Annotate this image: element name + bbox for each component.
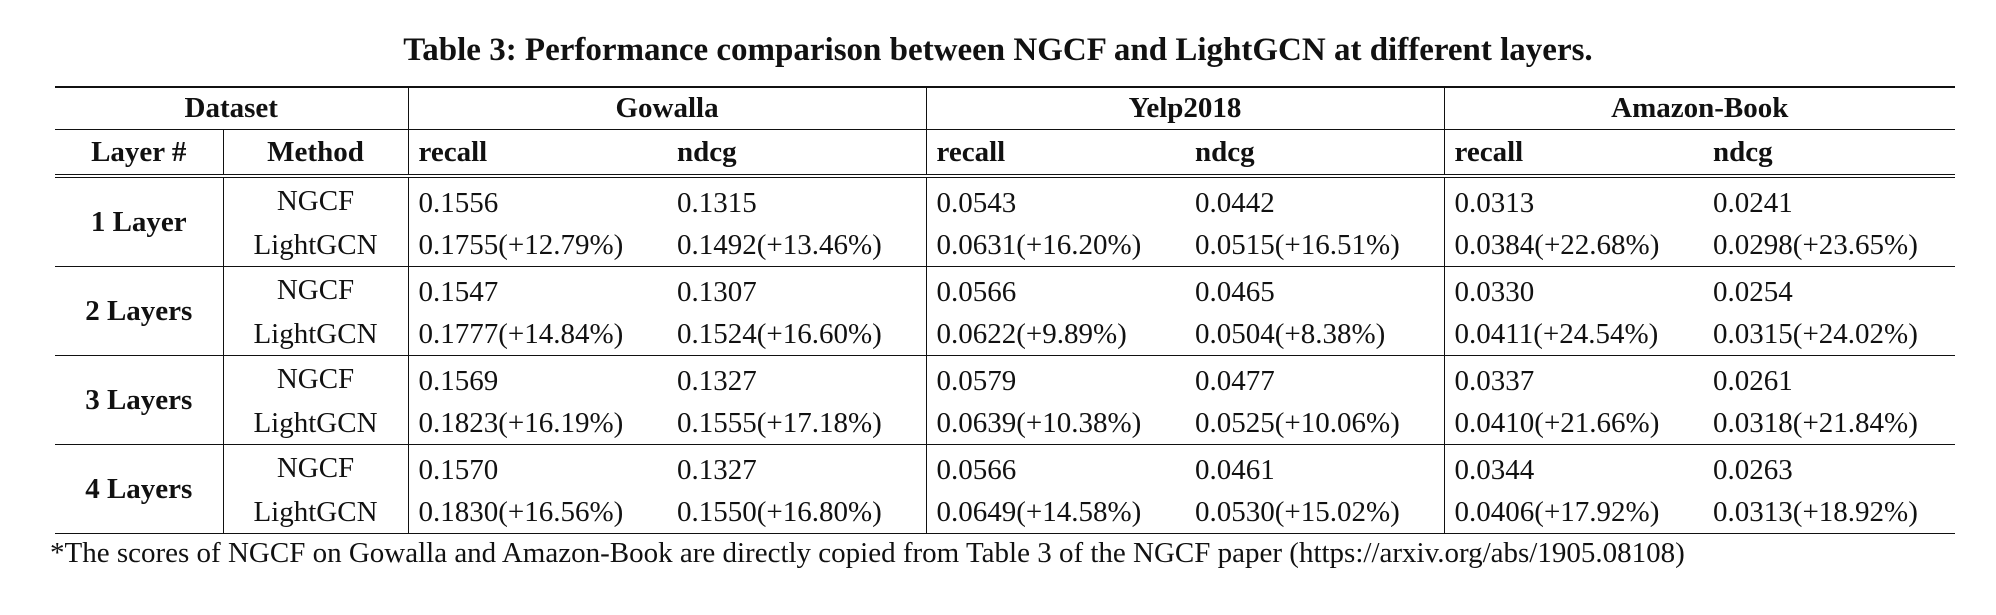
value-cell: 0.1556 xyxy=(418,186,499,219)
metric-header: ndcg xyxy=(1703,130,1955,177)
value-cell: 0.0461 xyxy=(1185,445,1444,492)
metric-header: ndcg xyxy=(1185,130,1444,177)
value-cell: 0.0504(+8.38%) xyxy=(1185,313,1444,356)
value-cell: 0.0477 xyxy=(1185,356,1444,403)
value-cell: 0.0406(+17.92%) xyxy=(1444,491,1703,534)
method-cell: LightGCN xyxy=(223,224,408,267)
value-cell: 0.1327 xyxy=(667,356,926,403)
method-cell: NGCF xyxy=(223,356,408,403)
value-cell: 0.0241 xyxy=(1713,186,1793,219)
table-row xyxy=(55,224,1955,267)
value-cell: 0.0631(+16.20%) xyxy=(926,224,1185,267)
value-cell: 0.1569 xyxy=(418,364,499,397)
table-row xyxy=(55,445,1955,492)
value-cell: 0.0566 xyxy=(936,275,1017,308)
value-cell: 0.0254 xyxy=(1713,275,1793,308)
value-cell: 0.0261 xyxy=(1713,364,1793,397)
layer-header: Layer # xyxy=(55,130,223,177)
value-cell: 0.0543 xyxy=(936,186,1017,219)
table-row xyxy=(55,176,1955,224)
value-cell: 0.0410(+21.66%) xyxy=(1444,402,1703,445)
dataset-header: Dataset xyxy=(55,87,408,130)
value-cell: 0.0263 xyxy=(1713,453,1793,486)
dataset-gowalla: Gowalla xyxy=(408,87,926,130)
method-cell: LightGCN xyxy=(223,491,408,534)
dataset-yelp2018: Yelp2018 xyxy=(926,87,1444,130)
table-row xyxy=(55,491,1955,534)
layer-label: 4 Layers xyxy=(55,445,223,534)
layer-label: 2 Layers xyxy=(55,267,223,356)
method-cell: LightGCN xyxy=(223,402,408,445)
dataset-amazon-book: Amazon-Book xyxy=(1444,87,1955,130)
value-cell: 0.0530(+15.02%) xyxy=(1185,491,1444,534)
value-cell: 0.1777(+14.84%) xyxy=(408,313,667,356)
value-cell: 0.1823(+16.19%) xyxy=(408,402,667,445)
value-cell: 0.0384(+22.68%) xyxy=(1444,224,1703,267)
value-cell: 0.1315 xyxy=(667,176,926,224)
value-cell: 0.0525(+10.06%) xyxy=(1185,402,1444,445)
table-row xyxy=(55,402,1955,445)
method-cell: LightGCN xyxy=(223,313,408,356)
value-cell: 0.1555(+17.18%) xyxy=(667,402,926,445)
value-cell: 0.1570 xyxy=(418,453,499,486)
value-cell: 0.1492(+13.46%) xyxy=(667,224,926,267)
value-cell: 0.0313 xyxy=(1454,186,1535,219)
metric-header: recall xyxy=(926,130,1185,177)
value-cell: 0.0579 xyxy=(936,364,1017,397)
table-caption: Table 3: Performance comparison between NGCF and LightGCN at different layers. xyxy=(403,32,1593,68)
method-header: Method xyxy=(223,130,408,177)
value-cell: 0.0344 xyxy=(1454,453,1535,486)
table-body xyxy=(55,176,1955,534)
metric-header: recall xyxy=(408,130,667,177)
value-cell: 0.1307 xyxy=(667,267,926,314)
value-cell: 0.0649(+14.58%) xyxy=(926,491,1185,534)
table-row xyxy=(55,267,1955,314)
table-row xyxy=(55,313,1955,356)
value-cell: 0.0639(+10.38%) xyxy=(926,402,1185,445)
results-table xyxy=(55,86,1955,534)
value-cell: 0.0411(+24.54%) xyxy=(1444,313,1703,356)
value-cell: 0.0318(+21.84%) xyxy=(1703,402,1955,445)
value-cell: 0.0313(+18.92%) xyxy=(1703,491,1955,534)
value-cell: 0.0315(+24.02%) xyxy=(1703,313,1955,356)
value-cell: 0.1830(+16.56%) xyxy=(408,491,667,534)
header-row-metrics xyxy=(55,130,1955,177)
value-cell: 0.0622(+9.89%) xyxy=(926,313,1185,356)
value-cell: 0.0566 xyxy=(936,453,1017,486)
metric-header: recall xyxy=(1444,130,1703,177)
metric-header: ndcg xyxy=(667,130,926,177)
value-cell: 0.1524(+16.60%) xyxy=(667,313,926,356)
value-cell: 0.1755(+12.79%) xyxy=(408,224,667,267)
value-cell: 0.1547 xyxy=(418,275,499,308)
value-cell: 0.0465 xyxy=(1185,267,1444,314)
value-cell: 0.0298(+23.65%) xyxy=(1703,224,1955,267)
value-cell: 0.0515(+16.51%) xyxy=(1185,224,1444,267)
method-cell: NGCF xyxy=(223,267,408,314)
method-cell: NGCF xyxy=(223,445,408,492)
value-cell: 0.0442 xyxy=(1185,176,1444,224)
footnote: *The scores of NGCF on Gowalla and Amazon-Book are directly copied from Table 3 of the NGCF paper (https://arxiv.org/abs/1905.08108) xyxy=(50,537,1685,569)
layer-label: 1 Layer xyxy=(55,176,223,267)
method-cell: NGCF xyxy=(223,176,408,224)
layer-label: 3 Layers xyxy=(55,356,223,445)
value-cell: 0.1550(+16.80%) xyxy=(667,491,926,534)
value-cell: 0.0337 xyxy=(1454,364,1535,397)
value-cell: 0.1327 xyxy=(667,445,926,492)
value-cell: 0.0330 xyxy=(1454,275,1535,308)
table-row xyxy=(55,356,1955,403)
header-row-datasets xyxy=(55,87,1955,130)
